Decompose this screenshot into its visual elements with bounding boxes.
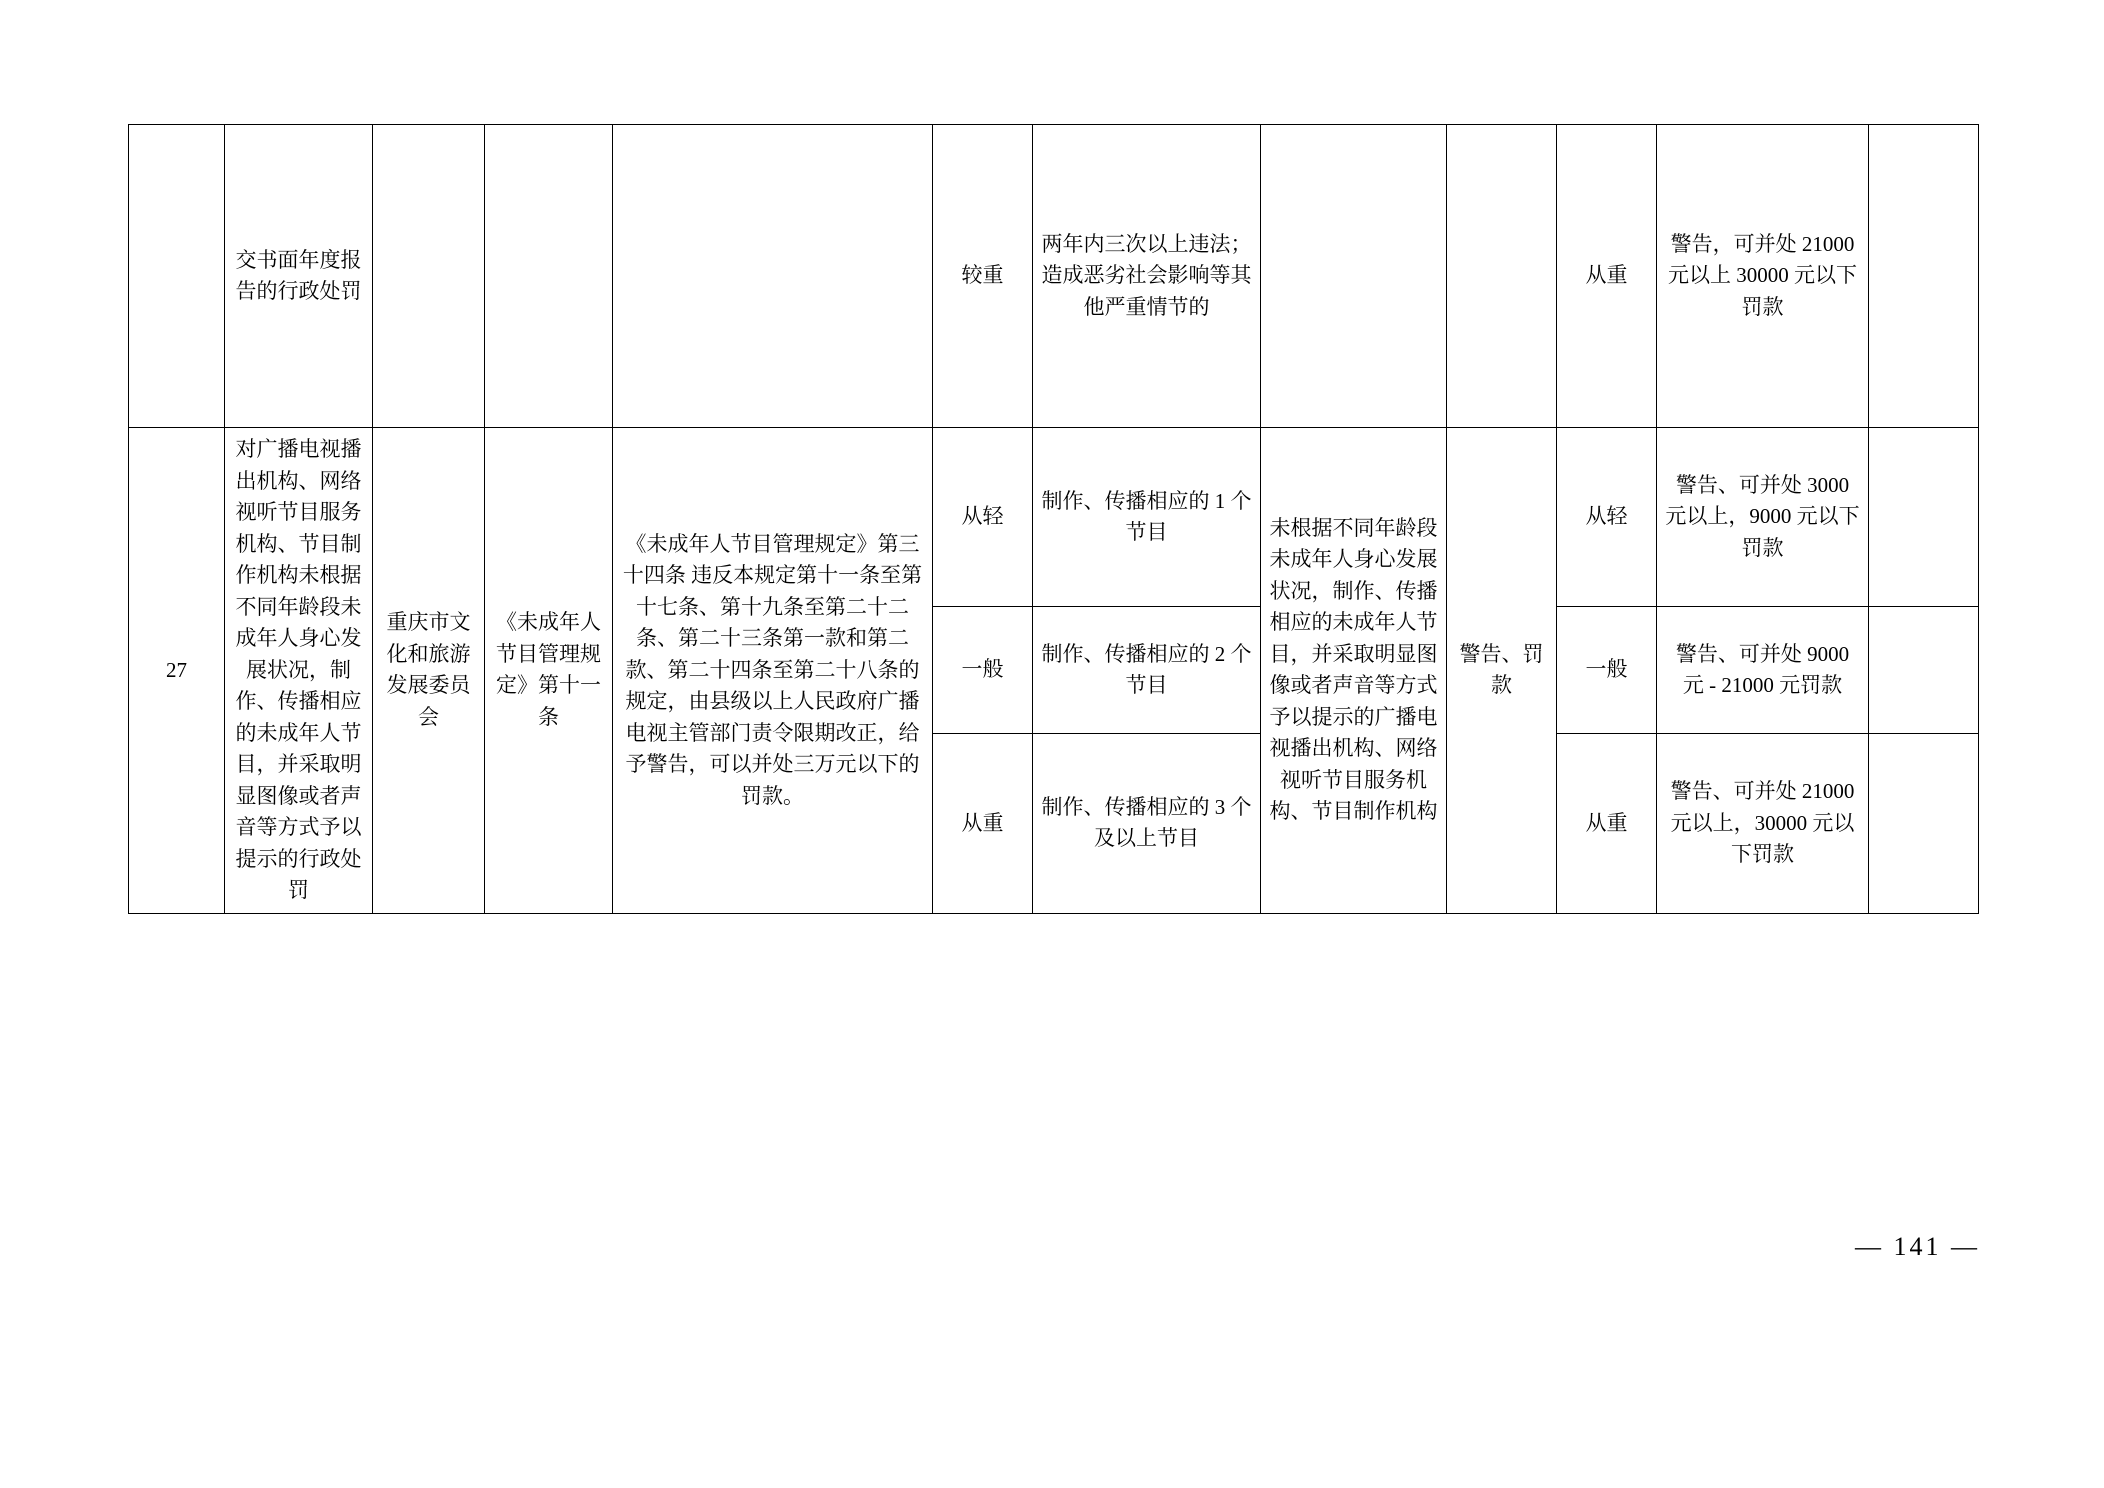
table-row	[129, 125, 1979, 428]
cell-circumstance: 制作、传播相应的 3 个及以上节目	[1033, 734, 1261, 913]
penalty-discretion-table	[128, 124, 1979, 914]
cell-remark	[1869, 125, 1979, 428]
cell-description: 未根据不同年龄段未成年人身心发展状况，制作、传播相应的未成年人节目，并采取明显图像或者声音等方式予以提示的广播电视播出机构、网络视听节目服务机构、节目制作机构	[1261, 428, 1447, 914]
cell-remark	[1869, 607, 1979, 734]
cell-severity-level: 一般	[933, 607, 1033, 734]
cell-penalty-type	[1447, 125, 1557, 428]
cell-penalty-range: 警告、可并处 9000 元 - 21000 元罚款	[1657, 607, 1869, 734]
cell-number	[129, 125, 225, 428]
cell-severity-level: 从重	[933, 734, 1033, 913]
cell-penalty-range: 警告、可并处 3000 元以上，9000 元以下罚款	[1657, 428, 1869, 607]
cell-number: 27	[129, 428, 225, 914]
cell-item-name: 交书面年度报告的行政处罚	[225, 125, 373, 428]
cell-penalty-type: 警告、罚款	[1447, 428, 1557, 914]
cell-remark	[1869, 734, 1979, 913]
cell-severity-level: 从轻	[933, 428, 1033, 607]
cell-severity-level: 较重	[933, 125, 1033, 428]
cell-organization: 重庆市文化和旅游发展委员会	[373, 428, 485, 914]
cell-penalty-range: 警告、可并处 21000 元以上，30000 元以下罚款	[1657, 734, 1869, 913]
cell-discretion-level: 一般	[1557, 607, 1657, 734]
cell-description	[1261, 125, 1447, 428]
cell-circumstance: 制作、传播相应的 1 个节目	[1033, 428, 1261, 607]
cell-penalty-range: 警告，可并处 21000 元以上 30000 元以下罚款	[1657, 125, 1869, 428]
cell-organization	[373, 125, 485, 428]
cell-discretion-level: 从轻	[1557, 428, 1657, 607]
cell-remark	[1869, 428, 1979, 607]
penalty-discretion-table-wrapper	[128, 124, 1978, 914]
cell-circumstance: 制作、传播相应的 2 个节目	[1033, 607, 1261, 734]
page-number: — 141 —	[1855, 1232, 1980, 1261]
cell-discretion-level: 从重	[1557, 125, 1657, 428]
table-row	[129, 428, 1979, 607]
cell-item-name: 对广播电视播出机构、网络视听节目服务机构、节目制作机构未根据不同年龄段未成年人身心发展状况，制作、传播相应的未成年人节目，并采取明显图像或者声音等方式予以提示的行政处罚	[225, 428, 373, 914]
cell-discretion-level: 从重	[1557, 734, 1657, 913]
cell-law-text	[613, 125, 933, 428]
cell-legal-basis: 《未成年人节目管理规定》第十一条	[485, 428, 613, 914]
cell-legal-basis	[485, 125, 613, 428]
cell-law-text: 《未成年人节目管理规定》第三十四条 违反本规定第十一条至第十七条、第十九条至第二十二条、第二十三条第一款和第二款、第二十四条至第二十八条的规定，由县级以上人民政府广播电视主管部门责令限期改正，给予警告，可以并处三万元以下的罚款。	[613, 428, 933, 914]
cell-circumstance: 两年内三次以上违法；造成恶劣社会影响等其他严重情节的	[1033, 125, 1261, 428]
